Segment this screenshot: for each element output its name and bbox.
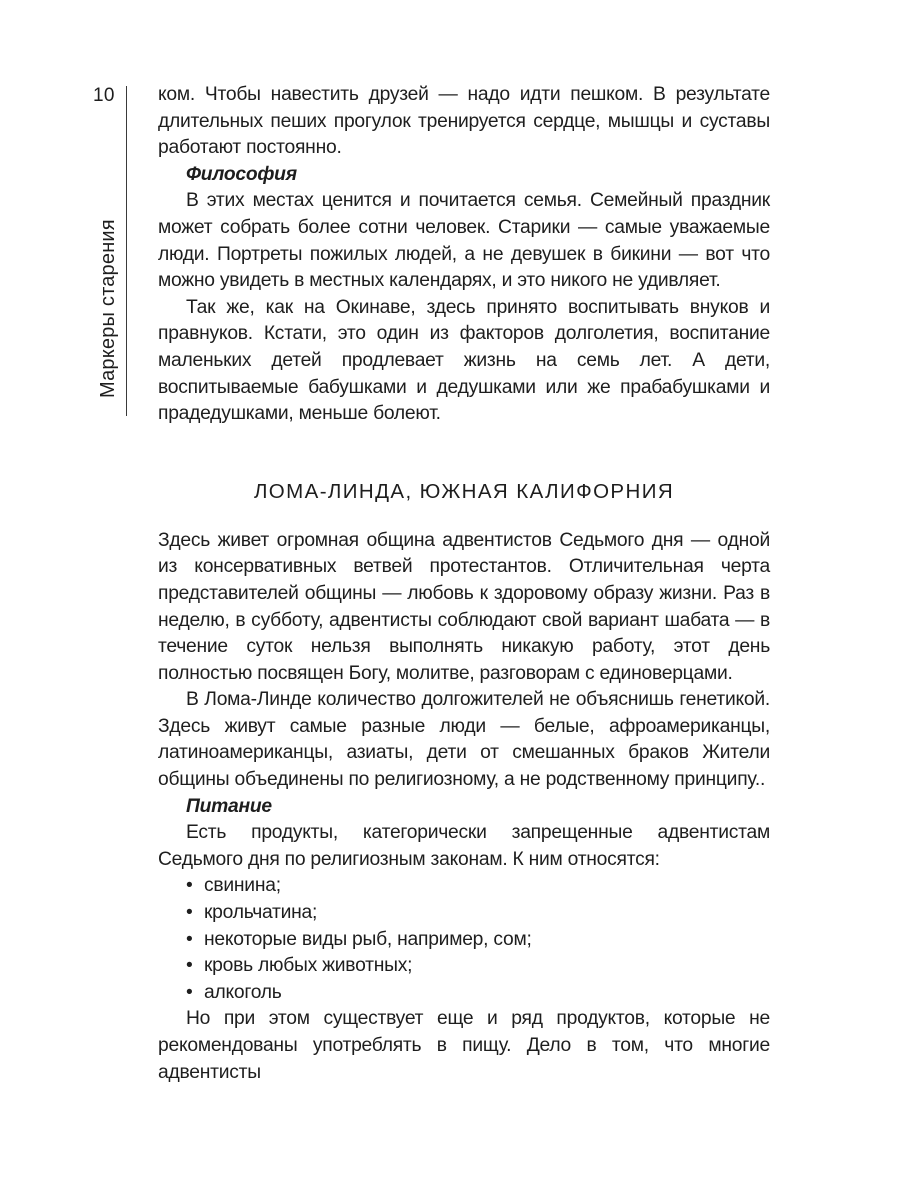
bullet-dot: • [186, 981, 193, 1003]
list-item-text: алкоголь [204, 981, 282, 1003]
list-item [186, 873, 770, 900]
running-head: Маркеры старения [97, 219, 119, 398]
paragraph: В Лома-Линде количество долгожителей не объяснишь генетикой. Здесь живут самые разные люди — белые, афроамериканцы, латиноамериканцы, азиаты, дети от смешанных браков Жители общины объединены по религиозному, а не родственному принципу.. [158, 689, 770, 791]
bullet-dot: • [186, 928, 193, 950]
page-content [158, 82, 770, 1086]
subheading-nutrition: Питание [186, 795, 272, 817]
list-item-text: свинина; [204, 875, 281, 897]
intro-paragraph: ком. Чтобы навестить друзей — надо идти пешком. В результате длительных пеших прогулок тренируется сердце, мышцы и суставы работают постоянно. [158, 84, 770, 159]
list-item [186, 927, 770, 954]
list-item [186, 980, 770, 1007]
list-item [186, 900, 770, 927]
subheading-philosophy: Философия [186, 163, 297, 185]
bullet-dot: • [186, 875, 193, 897]
list-item [186, 953, 770, 980]
side-divider-rule [126, 86, 127, 416]
closing-paragraph: Но при этом существует еще и ряд продуктов, которые не рекомендованы употреблять в пищу. Дело в том, что многие адвентисты [158, 1008, 770, 1083]
paragraph: В этих местах ценится и почитается семья. Семейный праздник может собрать более сотни человек. Старики — самые уважаемые люди. Портреты пожилых людей, а не девушек в бикини — вот что можно увидеть в местных календарях, и это никого не удивляет. [158, 190, 770, 292]
page-number: 10 [93, 85, 115, 106]
paragraph: Так же, как на Окинаве, здесь принято воспитывать внуков и правнуков. Кстати, это один из факторов долголетия, воспитание маленьких детей продлевает жизнь на семь лет. А дети, воспитываемые бабушками и дедушками или же прабабушками и прадедушками, меньше болеют. [158, 296, 770, 425]
bullet-list [158, 873, 770, 1006]
paragraph: Здесь живет огромная община адвентистов Седьмого дня — одной из консервативных ветвей протестантов. Отличительная черта представителей общины — любовь к здоровому образу жизни. Раз в неделю, в субботу, адвентисты соблюдают свой вариант шабата — в течение суток нельзя выполнять никакую работу, этот день полностью посвящен Богу, молитве, разговорам с единоверцами. [158, 529, 770, 684]
list-intro-paragraph: Есть продукты, категорически запрещенные адвентистам Седьмого дня по религиозным законам. К ним относятся: [158, 822, 770, 870]
list-item-text: кровь любых животных; [204, 955, 413, 977]
list-item-text: некоторые виды рыб, например, сом; [204, 928, 532, 950]
bullet-dot: • [186, 902, 193, 924]
section-heading: ЛОМА-ЛИНДА, ЮЖНАЯ КАЛИФОРНИЯ [253, 479, 675, 503]
list-item-text: крольчатина; [204, 902, 318, 924]
bullet-dot: • [186, 955, 193, 977]
